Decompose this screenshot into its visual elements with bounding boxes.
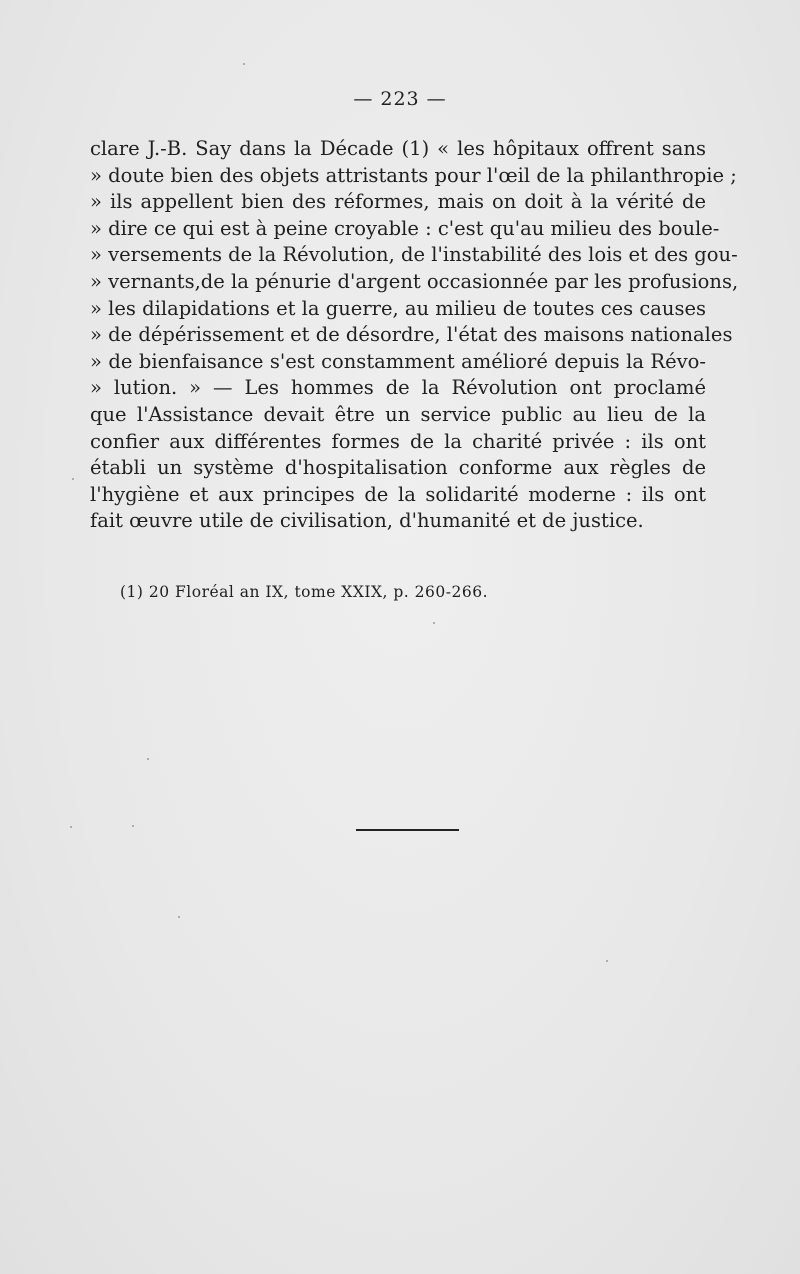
text-line: » dire ce qui est à peine croyable : c'est qu'au milieu des boule-	[90, 216, 720, 240]
page-number: — 223 —	[353, 88, 447, 110]
text-line: » doute bien des objets attristants pour l'œil de la philanthropie ;	[90, 163, 737, 187]
body-paragraph	[90, 136, 739, 535]
paper-speck	[178, 916, 180, 918]
text-line: » de dépérissement et de désordre, l'état des maisons nationales	[90, 323, 733, 347]
text-line: » les dilapidations et la guerre, au milieu de toutes ces causes	[90, 296, 707, 320]
text-line: établi un système d'hospitalisation conforme aux règles de	[90, 456, 706, 480]
footnote: (1) 20 Floréal an IX, tome XXIX, p. 260-266.	[120, 583, 488, 601]
text-line: » de bienfaisance s'est constamment amélioré depuis la Révo-	[90, 349, 706, 373]
section-end-rule	[356, 829, 459, 831]
paper-speck	[72, 478, 74, 480]
text-line: que l'Assistance devait être un service public au lieu de la	[90, 402, 706, 426]
text-line: » ils appellent bien des réformes, mais on doit à la vérité de	[90, 190, 706, 214]
text-line-last: fait œuvre utile de civilisation, d'humanité et de justice.	[90, 509, 644, 533]
paper-speck	[243, 63, 245, 65]
text-line: » versements de la Révolution, de l'instabilité des lois et des gou-	[90, 243, 738, 267]
text-line: l'hygiène et aux principes de la solidarité moderne : ils ont	[90, 482, 706, 506]
paper-speck	[433, 622, 435, 624]
paper-speck	[132, 825, 134, 827]
paper-speck	[606, 960, 608, 962]
text-line: » vernants,de la pénurie d'argent occasionnée par les profusions,	[90, 269, 739, 293]
text-line: clare J.-B. Say dans la Décade (1) « les hôpitaux offrent sans	[90, 137, 706, 160]
paper-speck	[70, 826, 72, 828]
text-line: » lution. » — Les hommes de la Révolution ont proclamé	[90, 376, 706, 400]
text-line: confier aux différentes formes de la charité privée : ils ont	[90, 429, 706, 453]
paper-speck	[147, 758, 149, 760]
